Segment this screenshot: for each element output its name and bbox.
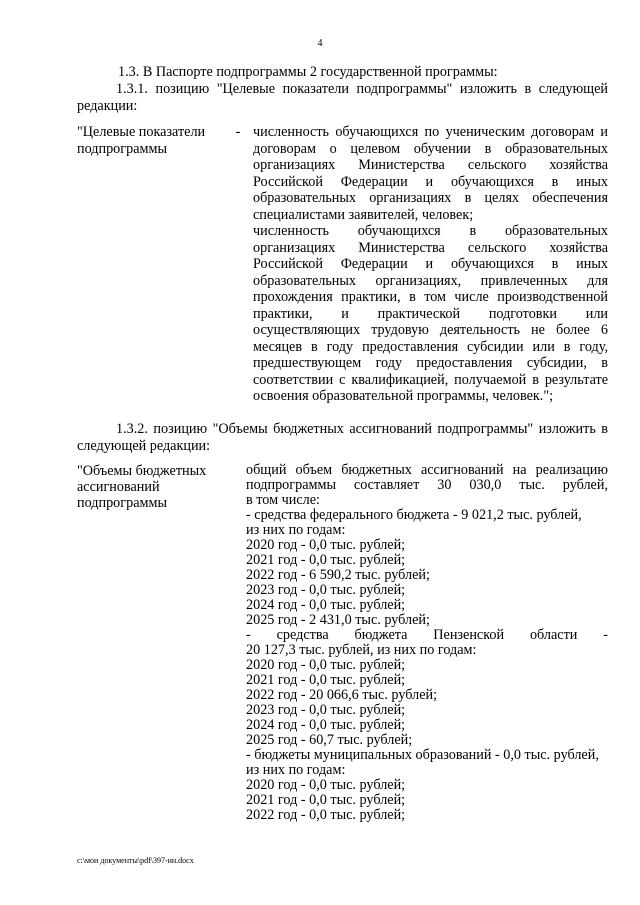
footer-file-path: c:\мои документы\pdf\397-ин.docx — [77, 856, 194, 865]
indicators-dash: - — [235, 124, 241, 140]
budget-total-line: подпрограммы составляет 30 030,0 тыс. рублей, — [246, 477, 608, 493]
year-amount-line: 2022 год - 0,0 тыс. рублей; — [246, 807, 406, 823]
budget-label: "Объемы бюджетных ассигнований подпрограммы — [77, 463, 207, 511]
year-amount-line: 2020 год - 0,0 тыс. рублей; — [246, 657, 406, 673]
year-amount-line: 2021 год - 0,0 тыс. рублей; — [246, 792, 406, 808]
year-amount-line: 2022 год - 20 066,6 тыс. рублей; — [246, 687, 438, 703]
budget-regional-line: - средства бюджета Пензенской области - — [246, 627, 608, 643]
paragraph-1-3-1: 1.3.1. позицию "Целевые показатели подпрограммы" изложить в следующей редакции: — [77, 81, 608, 114]
budget-federal-line: из них по годам: — [246, 522, 346, 538]
year-amount-line: 2024 год - 0,0 тыс. рублей; — [246, 717, 406, 733]
budget-municipal-line: из них по годам: — [246, 762, 346, 778]
page-number: 4 — [317, 38, 323, 49]
budget-regional-line: 20 127,3 тыс. рублей, из них по годам: — [246, 642, 477, 658]
year-amount-line: 2025 год - 60,7 тыс. рублей; — [246, 732, 413, 748]
year-amount-line: 2024 год - 0,0 тыс. рублей; — [246, 597, 406, 613]
paragraph-1-3: 1.3. В Паспорте подпрограммы 2 государственной программы: — [118, 64, 498, 80]
year-amount-line: 2025 год - 2 431,0 тыс. рублей; — [246, 612, 430, 628]
municipal-years-list — [246, 778, 608, 823]
budget-text — [246, 463, 608, 823]
year-amount-line: 2023 год - 0,0 тыс. рублей; — [246, 582, 406, 598]
year-amount-line: 2020 год - 0,0 тыс. рублей; — [246, 537, 406, 553]
year-amount-line: 2020 год - 0,0 тыс. рублей; — [246, 777, 406, 793]
year-amount-line: 2022 год - 6 590,2 тыс. рублей; — [246, 567, 430, 583]
budget-total-line: в том числе: — [246, 492, 320, 508]
budget-municipal-line: - бюджеты муниципальных образований - 0,0 тыс. рублей, — [246, 747, 599, 763]
budget-federal-line: - средства федерального бюджета - 9 021,2 тыс. рублей, — [246, 507, 582, 523]
year-amount-line: 2021 год - 0,0 тыс. рублей; — [246, 552, 406, 568]
regional-years-list — [246, 658, 608, 748]
budget-total-line: общий объем бюджетных ассигнований на реализацию — [246, 462, 608, 478]
indicator-item-1: численность обучающихся по ученическим договорам и договорам о целевом обучении в образовательных организациях Министерства сельского хозяйства Российской Федерации и обучающихся в иных образовательных организациях в целях обеспечения специалистами заявителей, человек; — [253, 124, 608, 223]
indicators-text — [253, 124, 608, 405]
year-amount-line: 2021 год - 0,0 тыс. рублей; — [246, 672, 406, 688]
year-amount-line: 2023 год - 0,0 тыс. рублей; — [246, 702, 406, 718]
federal-years-list — [246, 538, 608, 628]
indicator-item-2: численность обучающихся в образовательных организациях Министерства сельского хозяйства Российской Федерации и обучающихся в иных образовательных организациях, привлеченных для прохождения практики, в том числе производственной практики, и практической подготовки или осуществляющих трудовую деятельность не более 6 месяцев в году предоставления субсидии или в году, предшествующем году предоставления субсидии, в соответствии с квалификацией, получаемой в результате освоения образовательной программы, человек."; — [253, 223, 608, 404]
indicators-label: "Целевые показатели подпрограммы — [77, 124, 206, 157]
paragraph-1-3-2: 1.3.2. позицию "Объемы бюджетных ассигнований подпрограммы" изложить в следующей редакции: — [77, 421, 608, 454]
